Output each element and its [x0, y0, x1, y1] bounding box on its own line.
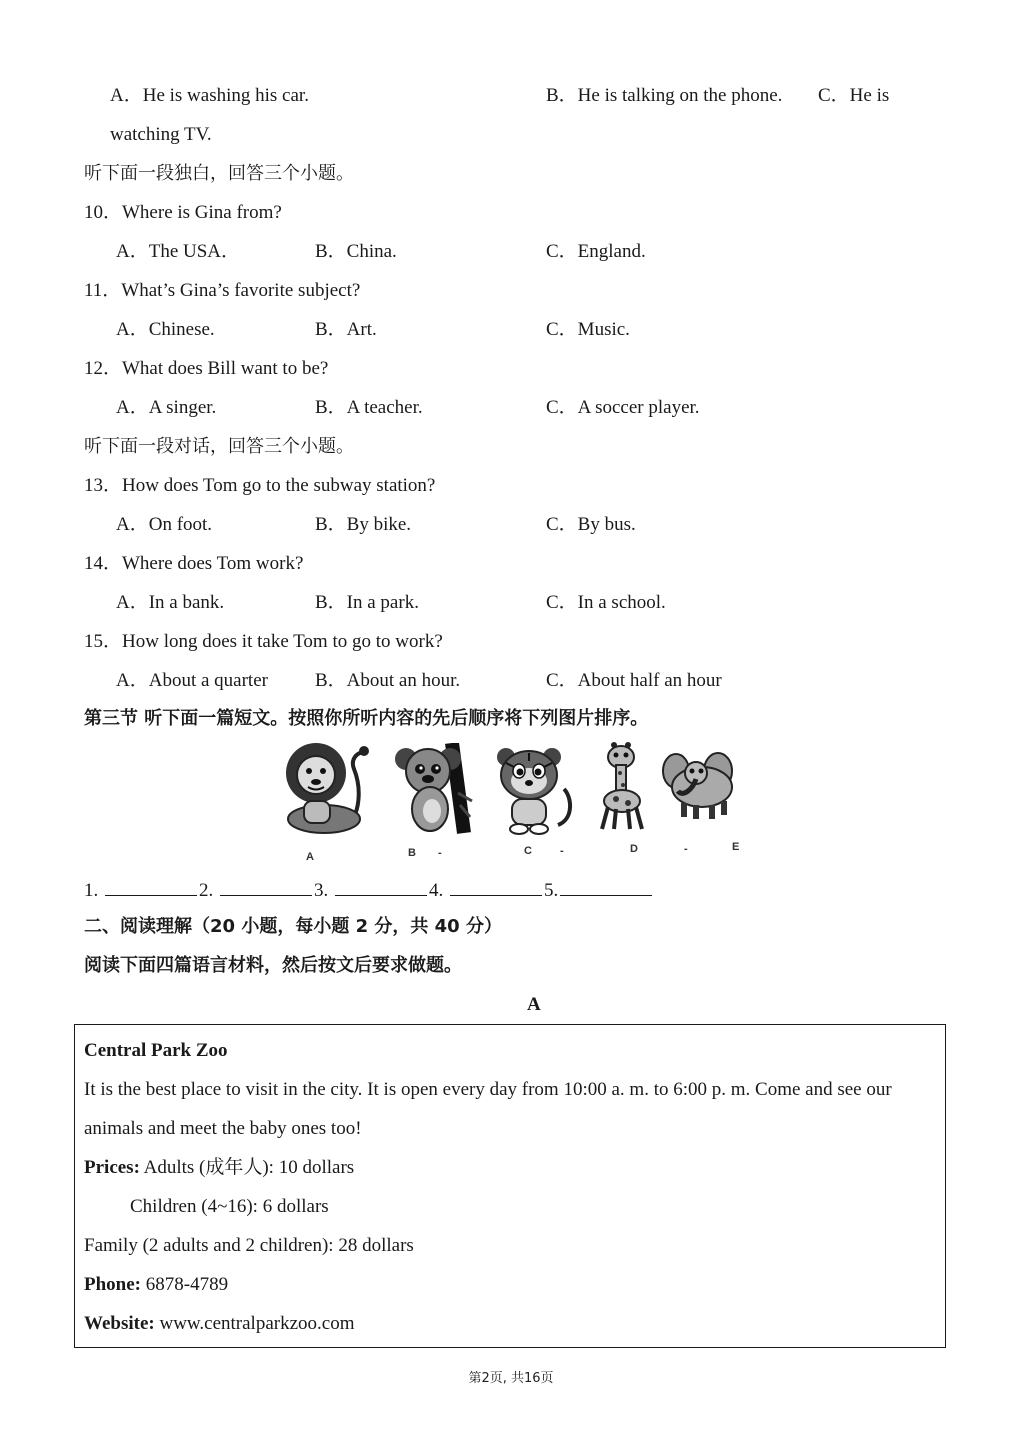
answer-blank-4[interactable] — [450, 877, 542, 896]
answer-number-2: 2. — [199, 880, 214, 901]
answer-number-4: 4. — [429, 880, 444, 901]
q12-option-c: C．A soccer player. — [546, 397, 700, 418]
q13-option-c: C．By bus. — [546, 514, 636, 535]
website-url[interactable]: www.centralparkzoo.com — [159, 1313, 355, 1334]
q11-option-c: C．Music. — [546, 319, 630, 340]
q9-option-c-continued: watching TV. — [110, 124, 212, 145]
picture-label-c: C — [524, 845, 532, 857]
q9-option-b: B．He is talking on the phone. — [546, 85, 783, 106]
picture-label-e: E — [732, 841, 740, 853]
elephant-picture — [662, 741, 742, 825]
lion-picture — [278, 739, 370, 837]
picture-label-d: D — [630, 843, 638, 855]
answer-blank-5[interactable] — [560, 877, 652, 896]
passage-a-box — [74, 1024, 946, 1348]
q14-option-b: B．In a park. — [315, 592, 419, 613]
section-monologue-instruction: 听下面一段独白，回答三个小题。 — [84, 163, 354, 184]
q9-option-c: C．He is — [818, 85, 890, 106]
zoo-phone — [84, 1273, 228, 1297]
passage-label: A — [527, 994, 541, 1015]
answer-blank-3[interactable] — [335, 877, 427, 896]
zoo-intro-line-1: It is the best place to visit in the city. It is open every day from 10:00 a. m. to 6:00 p. m. Come and see our — [84, 1079, 892, 1100]
answer-blank-1[interactable] — [105, 877, 197, 896]
question-14: 14．Where does Tom work? — [84, 553, 304, 574]
q14-option-a: A．In a bank. — [116, 592, 225, 613]
website-label: Website: — [84, 1313, 155, 1334]
zoo-title: Central Park Zoo — [84, 1040, 228, 1061]
answer-blank-2[interactable] — [220, 877, 312, 896]
question-11: 11．What’s Gina’s favorite subject? — [84, 280, 361, 301]
answer-number-3: 3. — [314, 880, 329, 901]
answer-number-1: 1. — [84, 880, 99, 901]
section3-title: 第三节 听下面一篇短文。按照你所听内容的先后顺序将下列图片排序。 — [84, 708, 649, 729]
q13-option-a: A．On foot. — [116, 514, 213, 535]
prices-family: Family (2 adults and 2 children): 28 dollars — [84, 1235, 414, 1256]
prices-children: Children (4~16): 6 dollars — [130, 1196, 329, 1217]
q15-option-a: A．About a quarter — [116, 670, 268, 691]
q12-option-a: A．A singer. — [116, 397, 217, 418]
q9-option-a: A．He is washing his car. — [110, 85, 309, 106]
picture-separator: - — [684, 843, 688, 855]
prices-adults: Adults (成年人): 10 dollars — [143, 1157, 355, 1178]
picture-separator: - — [438, 847, 442, 859]
q10-option-a: A．The USA． — [116, 241, 241, 262]
answer-number-5: 5. — [544, 880, 559, 901]
q10-option-c: C．England. — [546, 241, 646, 262]
q14-option-c: C．In a school. — [546, 592, 666, 613]
picture-separator: - — [560, 845, 564, 857]
question-15: 15．How long does it take Tom to go to work? — [84, 631, 443, 652]
q11-option-a: A．Chinese. — [116, 319, 215, 340]
answer-blanks — [84, 877, 654, 903]
prices-label: Prices: — [84, 1157, 140, 1178]
zoo-website — [84, 1312, 355, 1336]
q12-option-b: B．A teacher. — [315, 397, 423, 418]
q10-option-b: B．China. — [315, 241, 397, 262]
question-10: 10．Where is Gina from? — [84, 202, 282, 223]
part2-instruction: 阅读下面四篇语言材料，然后按文后要求做题。 — [84, 955, 462, 976]
giraffe-picture — [592, 741, 652, 833]
koala-picture — [394, 743, 474, 835]
phone-label: Phone: — [84, 1274, 141, 1295]
q11-option-b: B．Art. — [315, 319, 377, 340]
question-13: 13．How does Tom go to the subway station? — [84, 475, 436, 496]
zoo-prices — [84, 1156, 354, 1180]
phone-number: 6878-4789 — [145, 1274, 229, 1295]
q13-option-b: B．By bike. — [315, 514, 412, 535]
zoo-intro-line-2: animals and meet the baby ones too! — [84, 1118, 362, 1139]
question-12: 12．What does Bill want to be? — [84, 358, 329, 379]
animal-pictures — [270, 735, 750, 865]
q15-option-b: B．About an hour. — [315, 670, 461, 691]
picture-label-a: A — [306, 851, 314, 863]
section-dialogue-instruction: 听下面一段对话，回答三个小题。 — [84, 436, 354, 457]
picture-label-b: B — [408, 847, 416, 859]
q15-option-c: C．About half an hour — [546, 670, 722, 691]
part2-title: 二、阅读理解（20 小题，每小题 2 分，共 40 分） — [84, 916, 502, 937]
tiger-picture — [492, 745, 576, 837]
page-footer: 第2页, 共16页 — [468, 1371, 554, 1386]
